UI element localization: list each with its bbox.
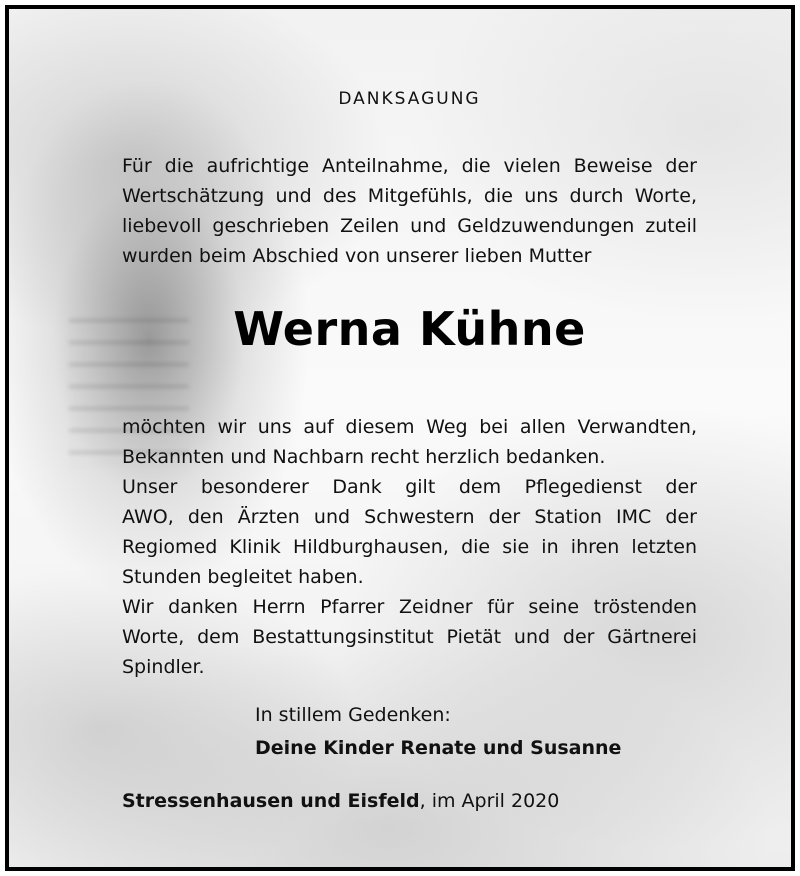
closing-text: In stillem Gedenken: — [255, 704, 451, 726]
deceased-name: Werna Kühne — [233, 302, 586, 356]
intro-line: liebevoll geschrieben Zeilen und Geldzuwendungen zuteil — [122, 215, 697, 237]
thanks-line: Stunden begleitet haben. — [122, 566, 364, 588]
thanks-line: Bekannten und Nachbarn recht herzlich bedanken. — [122, 446, 606, 468]
thanks-line: Unser besonderer Dank gilt dem Pflegedienst der — [122, 476, 697, 498]
date-text: , im April 2020 — [419, 790, 560, 812]
place-text: Stressenhausen und Eisfeld — [122, 790, 420, 812]
signature-text: Deine Kinder Renate und Susanne — [255, 737, 622, 759]
obituary-frame — [5, 5, 795, 871]
thanks-line: Spindler. — [122, 656, 205, 678]
thanks-line: Wir danken Herrn Pfarrer Zeidner für seine tröstenden — [122, 596, 697, 618]
thanks-paragraph — [122, 412, 697, 682]
thanks-line: AWO, den Ärzten und Schwestern der Station IMC der — [122, 506, 697, 528]
thanks-line: möchten wir uns auf diesem Weg bei allen Verwandten, — [122, 416, 697, 438]
intro-line: wurden beim Abschied von unserer lieben Mutter — [122, 245, 592, 267]
intro-line: Wertschätzung und des Mitgefühls, die uns durch Worte, — [122, 185, 697, 207]
thanks-line: Regiomed Klinik Hildburghausen, die sie in ihren letzten — [122, 536, 697, 558]
signature-block — [255, 699, 621, 765]
intro-paragraph — [122, 151, 697, 271]
notice-heading: DANKSAGUNG — [338, 89, 481, 109]
thanks-line: Worte, dem Bestattungsinstitut Pietät und der Gärtnerei — [122, 626, 697, 648]
place-date-line — [122, 790, 559, 812]
intro-line: Für die aufrichtige Anteilnahme, die vielen Beweise der — [122, 155, 697, 177]
